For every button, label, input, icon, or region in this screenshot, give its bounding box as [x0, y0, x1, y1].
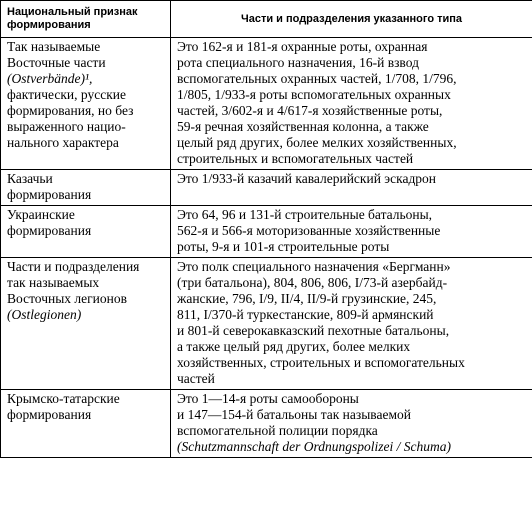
cell-line: Это полк специального назначения «Бергманн» [177, 259, 451, 274]
table-row [1, 258, 532, 390]
cell-line: нального характера [7, 135, 119, 150]
cell-line: формирования, но без [7, 103, 134, 118]
cell-line: Так называемые [7, 39, 101, 54]
row-national-sign [1, 38, 171, 170]
cell-line: Это 162-я и 181-я охранные роты, охранная [177, 39, 428, 54]
cell-line: частей, 3/602-я и 4/617-я хозяйственные роты, [177, 103, 443, 118]
cell-line: рота специального назначения, 16-й взвод [177, 55, 419, 70]
cell-line: Восточные части [7, 55, 106, 70]
cell-line: Это 1—14-я роты самообороны [177, 391, 359, 406]
cell-line: (Schutzmannschaft der Ordnungspolizei / Schuma) [177, 439, 451, 454]
cell-line: (три батальона), 804, 806, 806, I/73-й азербайд- [177, 275, 448, 290]
cell-line: вспомогательных охранных частей, 1/708, 1/796, [177, 71, 457, 86]
cell-line: (Ostverbände)¹, [7, 71, 93, 86]
cell-line: 1/805, 1/933-я роты вспомогательных охранных [177, 87, 451, 102]
cell-line: Это 64, 96 и 131-й строительные батальоны, [177, 207, 433, 222]
table-row [1, 170, 532, 206]
cell-line: вспомогательной полиции порядка [177, 423, 378, 438]
cell-line: Украинские [7, 207, 75, 222]
header-national-sign: Национальный признак формирования [1, 1, 171, 38]
row-units [171, 38, 532, 170]
cell-line: и 147—154-й батальоны так называемой [177, 407, 412, 422]
row-national-sign [1, 390, 171, 458]
cell-line: Казачьи [7, 171, 53, 186]
cell-line: а также целый ряд других, более мелких [177, 339, 411, 354]
header-row [1, 1, 532, 38]
cell-line: формирования [7, 187, 92, 202]
cell-line: 811, I/370-й туркестанские, 809-й армянский [177, 307, 434, 322]
cell-line: Крымско-татарские [7, 391, 120, 406]
cell-line: Восточных легионов [7, 291, 128, 306]
row-units [171, 390, 532, 458]
cell-line: выраженного нацио- [7, 119, 126, 134]
row-units [171, 206, 532, 258]
cell-line: Это 1/933-й казачий кавалерийский эскадрон [177, 171, 437, 186]
cell-line: роты, 9-я и 101-я строительные роты [177, 239, 390, 254]
cell-line: так называемых [7, 275, 100, 290]
row-national-sign [1, 258, 171, 390]
cell-line: фактически, русские [7, 87, 126, 102]
row-national-sign [1, 170, 171, 206]
cell-line: целый ряд других, более мелких хозяйственных, [177, 135, 457, 150]
cell-line: Части и подразделения [7, 259, 140, 274]
row-units [171, 170, 532, 206]
cell-line: 562-я и 566-я моторизованные хозяйственные [177, 223, 441, 238]
header-units: Части и подразделения указанного типа [171, 1, 532, 38]
cell-line: (Ostlegionen) [7, 307, 82, 322]
cell-line: 59-я речная хозяйственная колонна, а также [177, 119, 429, 134]
cell-line: формирования [7, 407, 92, 422]
table-row [1, 390, 532, 458]
row-units [171, 258, 532, 390]
cell-line: хозяйственных, строительных и вспомогательных [177, 355, 465, 370]
cell-line: формирования [7, 223, 92, 238]
table-row [1, 206, 532, 258]
cell-line: частей [177, 371, 215, 386]
cell-line: жанские, 796, I/9, II/4, II/9-й грузинские, 245, [177, 291, 437, 306]
cell-line: и 801-й северокавказский пехотные батальоны, [177, 323, 450, 338]
row-national-sign [1, 206, 171, 258]
cell-line: строительных и вспомогательных частей [177, 151, 414, 166]
table-row [1, 38, 532, 170]
